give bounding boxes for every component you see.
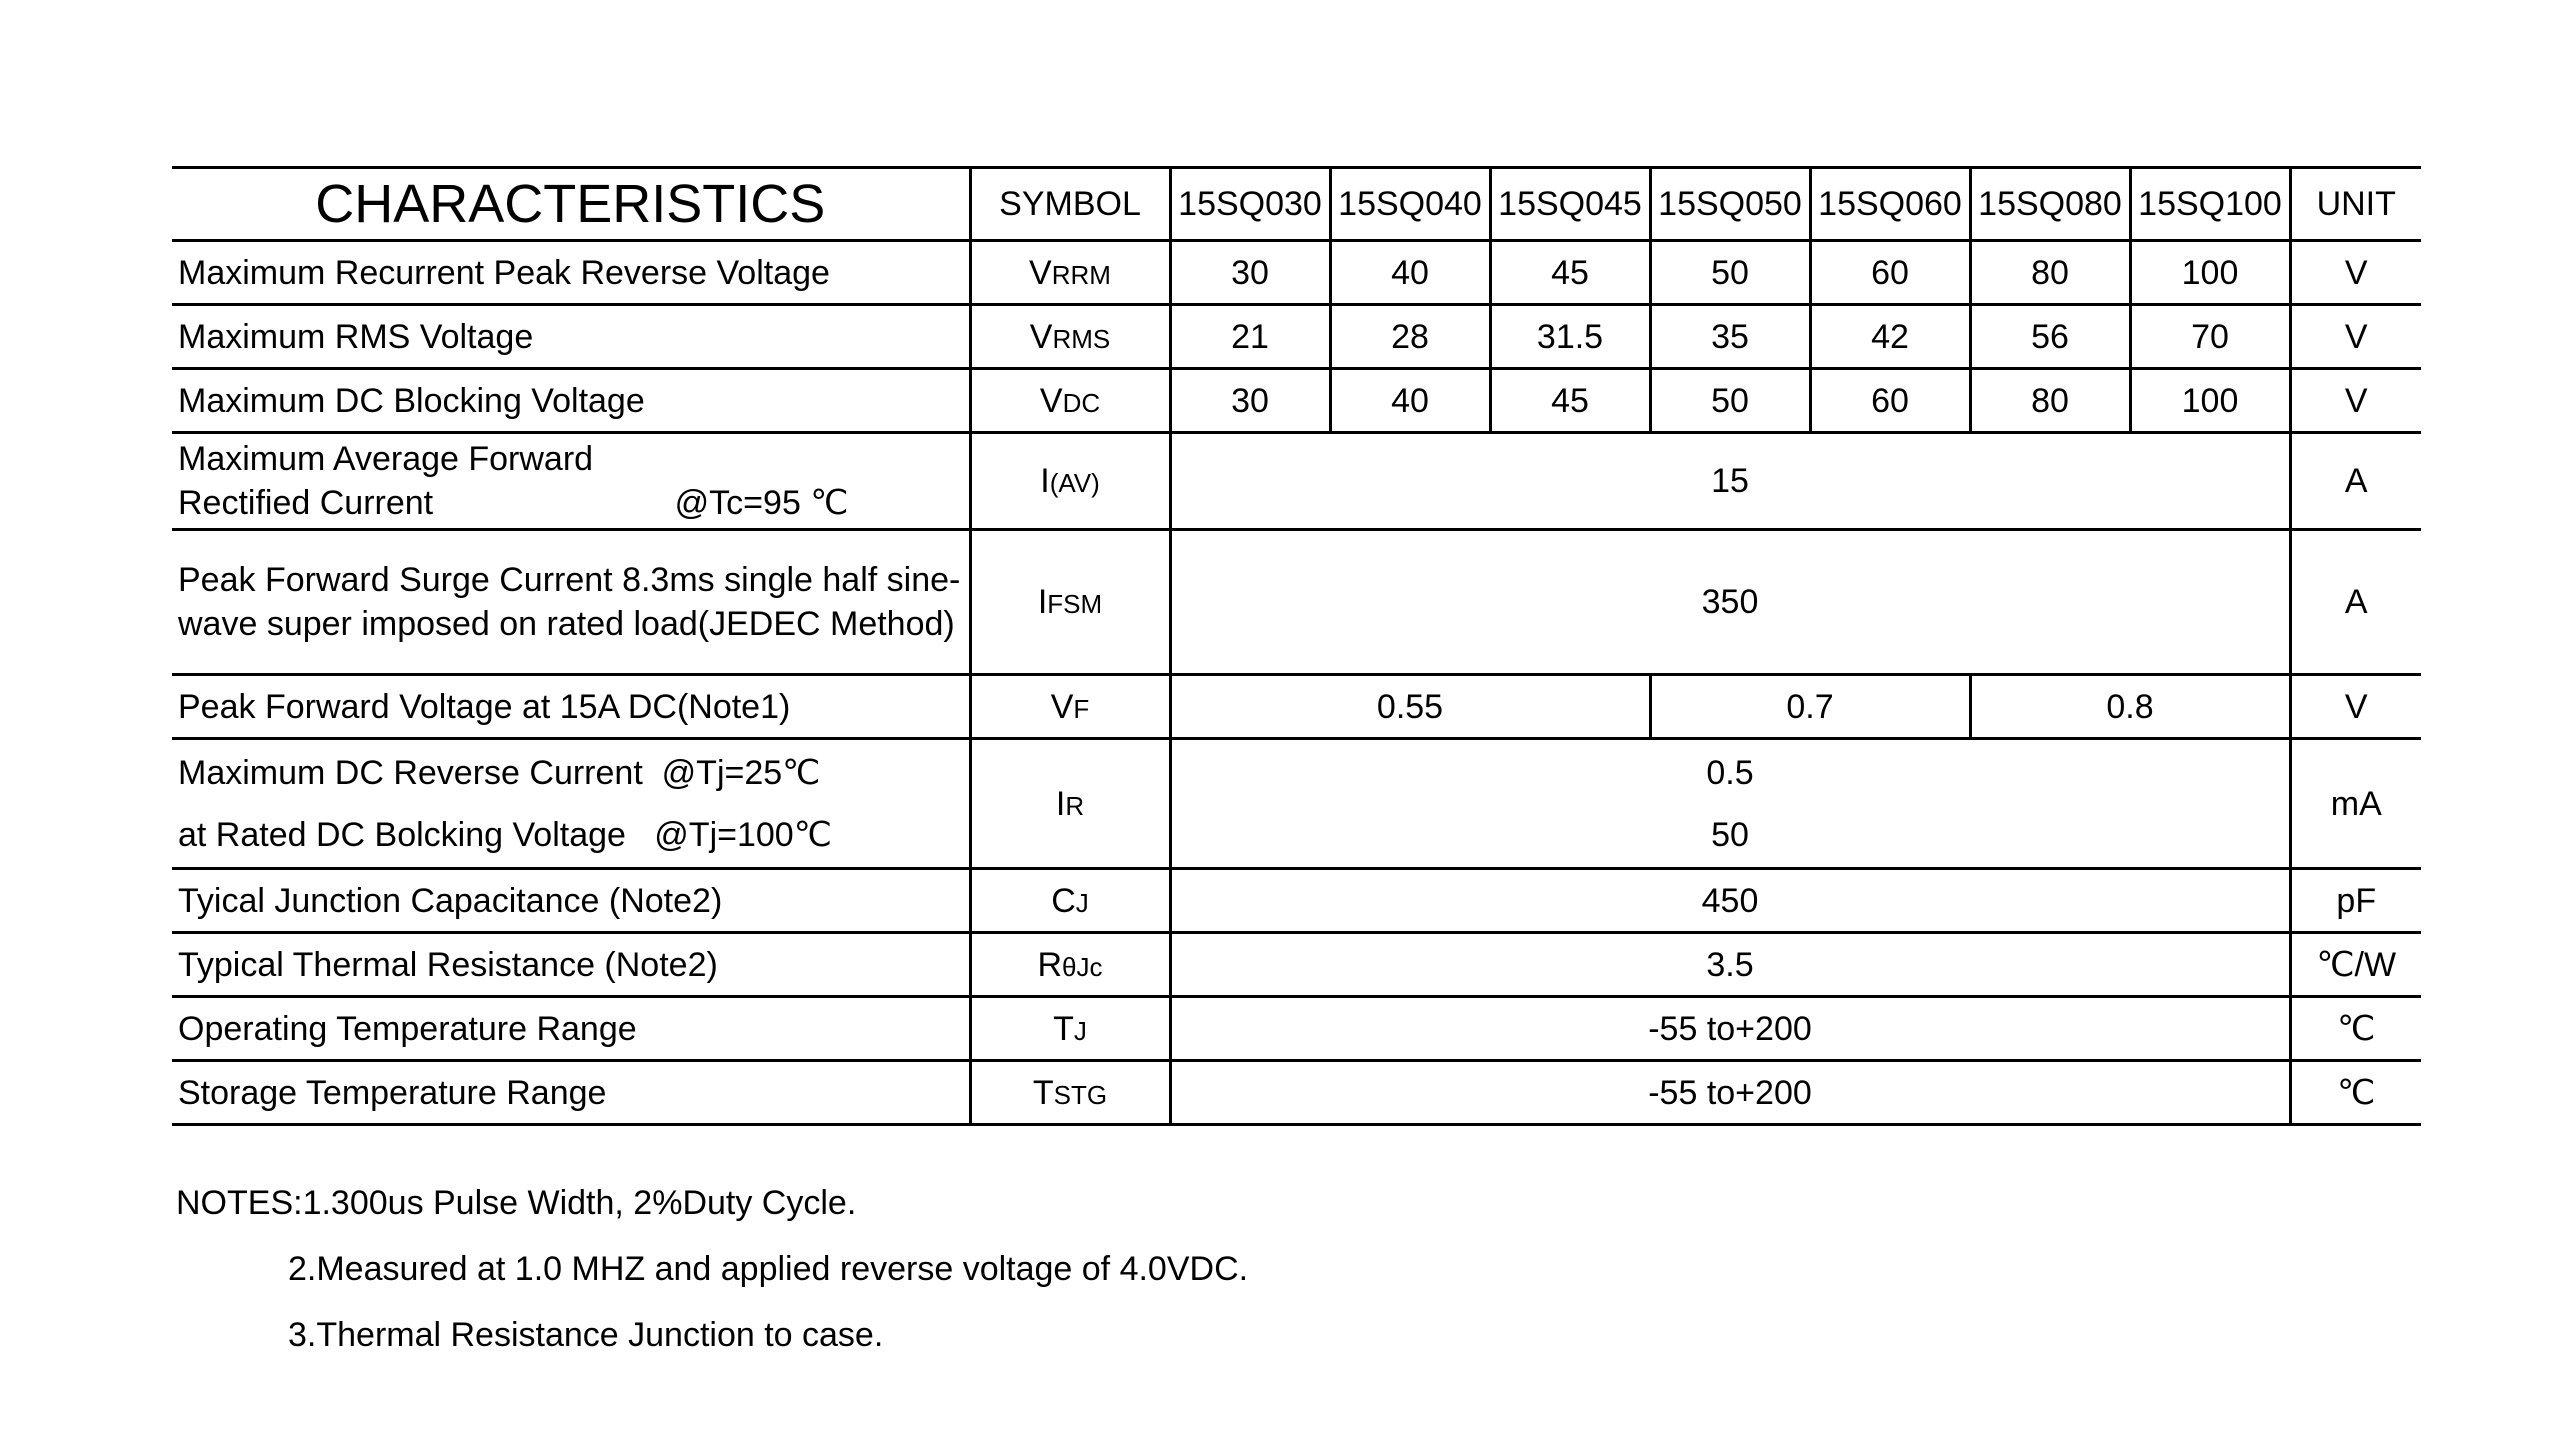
row-label	[172, 433, 970, 530]
table-row	[172, 675, 2421, 739]
value-cell: 30	[1170, 241, 1330, 305]
value-cell: 3.5	[1170, 933, 2290, 997]
symbol-sub: J	[1075, 887, 1089, 918]
notes-section	[176, 1170, 1248, 1368]
symbol-main: T	[1032, 1073, 1054, 1112]
value-cell: 350	[1170, 530, 2290, 675]
value-cell: -55 to+200	[1170, 997, 2290, 1061]
symbol-main: I	[1040, 462, 1050, 501]
value-cell: 28	[1330, 305, 1490, 369]
value-cell: 0.7	[1650, 675, 1970, 739]
symbol-sub: DC	[1062, 387, 1101, 418]
note-3: 3.Thermal Resistance Junction to case.	[288, 1316, 884, 1354]
header-part: 15SQ060	[1810, 168, 1970, 241]
symbol-main: V	[1050, 687, 1074, 726]
symbol-sub: θJc	[1062, 951, 1103, 982]
value-cell: 30	[1170, 369, 1330, 433]
symbol-main: R	[1037, 945, 1063, 984]
header-characteristics: CHARACTERISTICS	[172, 168, 970, 241]
value-line: 50	[1711, 815, 1749, 854]
row-label	[172, 530, 970, 675]
value-cell: 21	[1170, 305, 1330, 369]
unit-cell: V	[2290, 241, 2421, 305]
label-line	[178, 813, 969, 857]
condition-text: @Tc=95 ℃	[674, 484, 849, 523]
symbol-cell	[970, 933, 1170, 997]
symbol-main: V	[1029, 253, 1052, 292]
value-line: 0.5	[1706, 753, 1754, 792]
table-row	[172, 433, 2421, 530]
condition-text: @Tj=25℃	[661, 753, 821, 792]
row-label: Typical Thermal Resistance (Note2)	[172, 933, 970, 997]
characteristics-table	[172, 166, 2421, 1126]
value-cell: 35	[1650, 305, 1810, 369]
symbol-cell	[970, 530, 1170, 675]
value-cell: 40	[1330, 241, 1490, 305]
symbol-cell	[970, 675, 1170, 739]
label-line	[178, 751, 969, 795]
table-header-row	[172, 168, 2421, 241]
symbol-cell	[970, 369, 1170, 433]
unit-cell: V	[2290, 369, 2421, 433]
value-cell	[1170, 739, 2290, 869]
symbol-cell	[970, 739, 1170, 869]
symbol-sub: STG	[1053, 1079, 1108, 1110]
value-cell: 15	[1170, 433, 2290, 530]
value-cell: 0.8	[1970, 675, 2290, 739]
note-2: 2.Measured at 1.0 MHZ and applied reverse voltage of 4.0VDC.	[288, 1250, 1249, 1288]
table-row	[172, 530, 2421, 675]
symbol-main: T	[1053, 1009, 1074, 1048]
label-line: Peak Forward Surge Current 8.3ms single half sine-	[178, 561, 961, 599]
table-row	[172, 997, 2421, 1061]
value-cell: 31.5	[1490, 305, 1650, 369]
value-cell: 80	[1970, 241, 2130, 305]
row-label: Maximum DC Blocking Voltage	[172, 369, 970, 433]
symbol-sub: RRM	[1051, 259, 1111, 290]
label-line: Maximum Average Forward	[178, 440, 594, 478]
label-text: Rectified Current	[178, 484, 434, 523]
characteristics-table-container	[172, 166, 2421, 1126]
value-cell: 50	[1650, 369, 1810, 433]
value-cell: -55 to+200	[1170, 1061, 2290, 1125]
symbol-sub: J	[1073, 1015, 1087, 1046]
label-text: Maximum DC Reverse Current	[178, 753, 643, 792]
value-cell: 70	[2130, 305, 2290, 369]
value-cell: 42	[1810, 305, 1970, 369]
label-text: at Rated DC Bolcking Voltage	[178, 815, 626, 854]
value-cell: 40	[1330, 369, 1490, 433]
header-part: 15SQ100	[2130, 168, 2290, 241]
header-symbol: SYMBOL	[970, 168, 1170, 241]
symbol-sub: F	[1073, 693, 1090, 724]
unit-cell: ℃	[2290, 1061, 2421, 1125]
symbol-sub: FSM	[1047, 589, 1103, 620]
value-cell: 50	[1650, 241, 1810, 305]
row-label: Peak Forward Voltage at 15A DC(Note1)	[172, 675, 970, 739]
table-row	[172, 869, 2421, 933]
unit-cell: V	[2290, 675, 2421, 739]
symbol-cell	[970, 305, 1170, 369]
symbol-cell	[970, 1061, 1170, 1125]
symbol-main: I	[1037, 583, 1048, 622]
value-cell: 60	[1810, 369, 1970, 433]
header-part: 15SQ040	[1330, 168, 1490, 241]
table-row	[172, 369, 2421, 433]
symbol-main: V	[1039, 381, 1063, 420]
row-label: Storage Temperature Range	[172, 1061, 970, 1125]
header-part: 15SQ030	[1170, 168, 1330, 241]
symbol-cell	[970, 241, 1170, 305]
value-cell: 100	[2130, 241, 2290, 305]
value-cell: 60	[1810, 241, 1970, 305]
label-stack	[178, 745, 969, 863]
note-1: NOTES:1.300us Pulse Width, 2%Duty Cycle.	[176, 1184, 857, 1222]
unit-cell: pF	[2290, 869, 2421, 933]
symbol-cell	[970, 869, 1170, 933]
value-stack	[1172, 745, 2289, 863]
value-cell: 80	[1970, 369, 2130, 433]
symbol-cell	[970, 997, 1170, 1061]
header-part: 15SQ045	[1490, 168, 1650, 241]
symbol-sub: RMS	[1052, 323, 1111, 354]
unit-cell: ℃	[2290, 997, 2421, 1061]
header-part: 15SQ080	[1970, 168, 2130, 241]
unit-cell: A	[2290, 433, 2421, 530]
label-line	[178, 481, 969, 525]
unit-cell: ℃/W	[2290, 933, 2421, 997]
header-part: 15SQ050	[1650, 168, 1810, 241]
value-cell: 45	[1490, 241, 1650, 305]
table-row	[172, 241, 2421, 305]
table-row	[172, 305, 2421, 369]
symbol-sub: (AV)	[1049, 468, 1100, 499]
label-line: wave super imposed on rated load(JEDEC Method)	[178, 605, 955, 644]
header-unit: UNIT	[2290, 168, 2421, 241]
symbol-main: C	[1051, 881, 1076, 920]
symbol-sub: R	[1065, 790, 1085, 821]
row-label: Operating Temperature Range	[172, 997, 970, 1061]
row-label: Maximum Recurrent Peak Reverse Voltage	[172, 241, 970, 305]
unit-cell: V	[2290, 305, 2421, 369]
condition-text: @Tj=100℃	[654, 815, 832, 854]
table-row	[172, 933, 2421, 997]
unit-cell: mA	[2290, 739, 2421, 869]
symbol-main: V	[1029, 317, 1053, 356]
row-label: Maximum RMS Voltage	[172, 305, 970, 369]
table-row	[172, 1061, 2421, 1125]
value-cell: 100	[2130, 369, 2290, 433]
value-cell: 0.55	[1170, 675, 1650, 739]
symbol-main: I	[1055, 784, 1066, 823]
value-cell: 450	[1170, 869, 2290, 933]
table-row	[172, 739, 2421, 869]
unit-cell: A	[2290, 530, 2421, 675]
row-label	[172, 739, 970, 869]
value-cell: 45	[1490, 369, 1650, 433]
row-label: Tyical Junction Capacitance (Note2)	[172, 869, 970, 933]
value-cell: 56	[1970, 305, 2130, 369]
symbol-cell	[970, 433, 1170, 530]
